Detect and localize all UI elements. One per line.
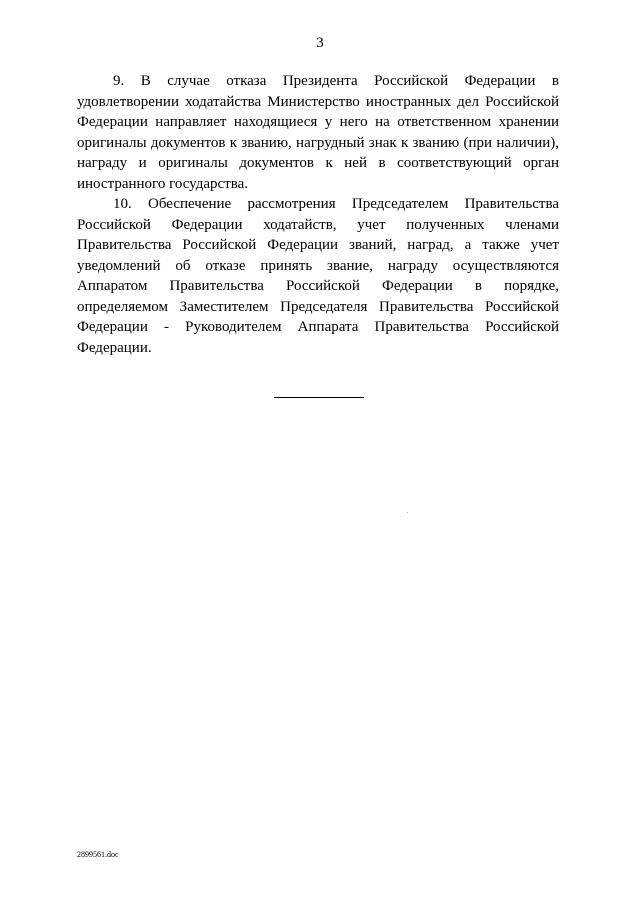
end-separator-line	[274, 397, 364, 398]
page-number: 3	[316, 35, 324, 51]
document-body	[77, 71, 559, 358]
paragraph-9: 9. В случае отказа Президента Российской Федерации в удовлетворении ходатайства Министерство иностранных дел Российской Федерации направляет находящиеся у него на ответственном хранении оригиналы документов к званию, нагрудный знак к званию (при наличии), награду и оригиналы документов к ней в соответствующий орган иностранного государства.	[77, 73, 559, 192]
paragraph-10: 10. Обеспечение рассмотрения Председателем Правительства Российской Федерации ходатайств, учет полученных членами Правительства Российской Федерации званий, наград, а также учет уведомлений об отказе принять звание, награду осуществляются Аппаратом Правительства Российской Федерации в порядке, определяемом Заместителем Председателя Правительства Российской Федерации - Руководителем Аппарата Правительства Российской Федерации.	[77, 196, 559, 356]
file-reference: 2899561.doc	[77, 850, 119, 859]
scan-speck	[407, 512, 408, 513]
